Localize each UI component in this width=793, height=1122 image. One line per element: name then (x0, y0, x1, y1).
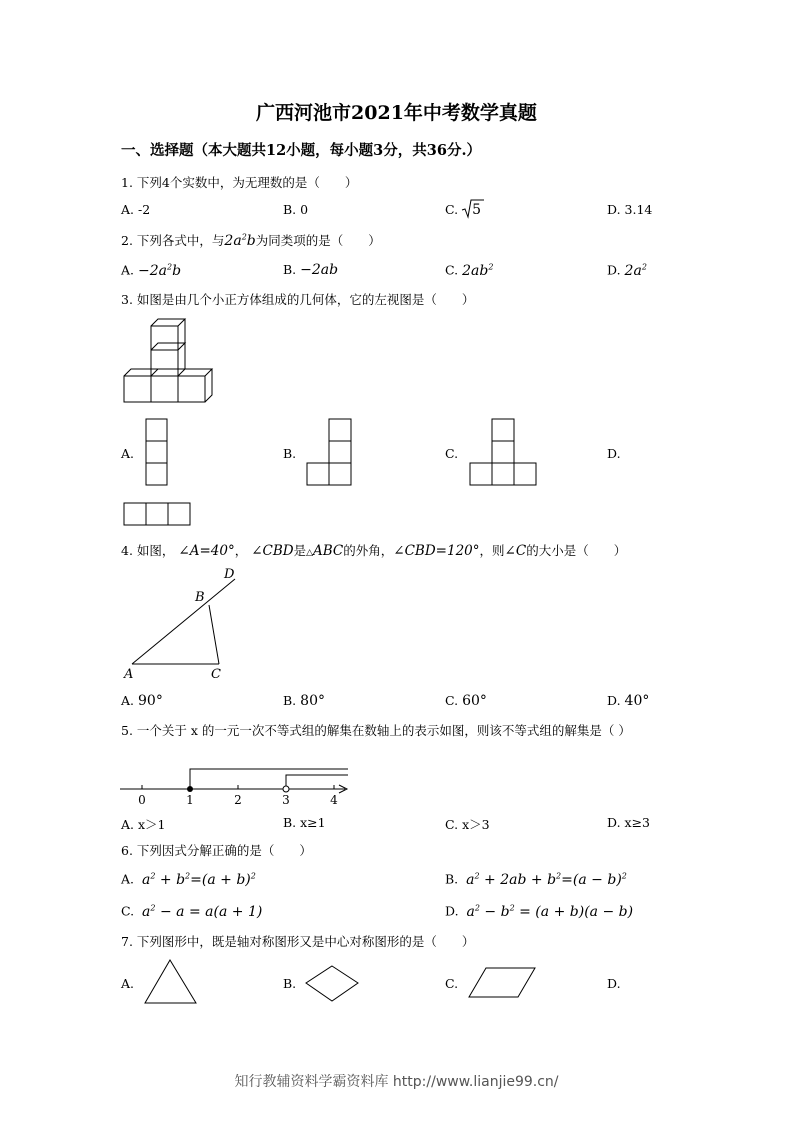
q5-option-b: B. x≥1 (283, 815, 326, 830)
q4-stem-e: 的大小是（ ） (526, 543, 627, 558)
q4-stem-c: 的外角， (343, 543, 394, 558)
q5-tick-0: 0 (138, 793, 146, 807)
q7-parallelogram-icon (468, 966, 538, 1000)
q7-rhombus-icon (305, 965, 360, 1003)
q5-open-dot (283, 786, 289, 792)
q4-stem-a: 4. 如图， (121, 543, 175, 558)
q3-option-a: A. (121, 446, 135, 461)
q3-option-d-figure (123, 502, 195, 528)
q5-tick-2: 2 (234, 793, 242, 807)
q4-triangle-figure (122, 565, 247, 683)
q2-option-b: B. −2ab (283, 262, 339, 278)
q4-angle-c: ∠C (504, 543, 527, 559)
q2-option-d: D. $2a^2$ (607, 262, 647, 279)
q6-option-b: B. $a^2 + 2ab + b^2=(a - b)^2$ (445, 871, 627, 888)
q5-closed-dot (187, 786, 193, 792)
question-6-stem: 6. 下列因式分解正确的是（ ） (121, 843, 312, 858)
q2-stem-post: 为同类项的是（ ） (255, 233, 381, 248)
q7-option-b: B. (283, 976, 297, 991)
q2-option-c-label: C. (445, 262, 459, 278)
q1-option-c (445, 202, 481, 218)
q2-option-a-label: A. (121, 262, 135, 278)
q4-angle-a: ∠A=40° (178, 543, 235, 559)
q4-option-b (283, 693, 325, 709)
question-2-stem (121, 231, 381, 249)
q6-option-c-label: C. (121, 903, 135, 919)
footer-text: 知行教辅资料学霸资料库 http://www.lianjie99.cn/ (234, 1074, 559, 1090)
q3-option-c-figure (469, 418, 541, 488)
q6-option-a: A. $a^2 + b^2=(a + b)^2$ (121, 871, 256, 888)
section-heading: 一、选择题（本大题共12小题，每小题3分，共36分.） (121, 142, 481, 159)
q7-triangle-icon (143, 958, 199, 1006)
q5-option-c: C. x＞3 (445, 817, 490, 832)
q6-option-d: D. $a^2 - b^2 = (a + b)(a - b)$ (445, 903, 634, 920)
q1-option-c-label: C. (445, 202, 459, 217)
q1-sqrt-radicand: 5 (472, 202, 481, 218)
q7-option-a: A. (121, 976, 135, 991)
q3-option-c: C. (445, 446, 459, 461)
q6-option-d-label: D. (445, 903, 459, 919)
q3-option-b-figure (306, 418, 354, 488)
q6-option-a-label: A. (121, 871, 135, 887)
question-3-stem: 3. 如图是由几个小正方体组成的几何体，它的左视图是（ ） (121, 292, 475, 307)
q4-option-b-label: B. (283, 693, 297, 708)
q5-tick-3: 3 (282, 793, 290, 807)
question-1-stem: 1. 下列4个实数中，为无理数的是（ ） (121, 175, 358, 190)
q2-option-b-label: B. (283, 262, 297, 277)
q2-stem-pre: 2. 下列各式中，与 (121, 233, 225, 248)
q4-triangle-abc: △ABC (306, 543, 344, 559)
q4-label-d: D (224, 567, 235, 582)
q4-option-c (445, 693, 487, 709)
q4-stem-b: 是 (293, 543, 307, 558)
q2-option-a: A. $-2a^2b$ (121, 262, 182, 279)
q4-option-a (121, 693, 163, 709)
q4-option-d (607, 693, 649, 709)
q4-option-c-value: 60° (462, 693, 487, 709)
q3-option-d: D. (607, 446, 621, 461)
q7-option-d: D. (607, 976, 621, 991)
q5-option-a: A. x＞1 (121, 817, 166, 832)
q2-term: $2a^2b$ (224, 232, 256, 249)
q7-option-c: C. (445, 976, 459, 991)
q4-label-b: B (195, 590, 205, 605)
q5-number-line (120, 763, 360, 808)
q2-option-c: C. $2ab^2$ (445, 262, 494, 279)
q4-label-a: A (124, 667, 134, 682)
q4-option-b-value: 80° (300, 693, 325, 709)
q5-tick-1: 1 (186, 793, 194, 807)
q4-option-d-value: 40° (624, 693, 650, 709)
q4-option-c-label: C. (445, 693, 459, 708)
q1-option-d: D. 3.14 (607, 202, 653, 217)
q4-option-a-label: A. (121, 693, 135, 708)
q4-label-c: C (211, 667, 221, 682)
q5-tick-4: 4 (330, 793, 338, 807)
q4-angle-cbd-value: ∠CBD=120° (393, 543, 480, 559)
q3-option-b: B. (283, 446, 297, 461)
q6-option-c: C. $a^2 - a = a(a + 1)$ (121, 903, 263, 920)
q1-option-a: A. -2 (121, 202, 151, 217)
q5-option-d: D. x≥3 (607, 815, 650, 830)
question-7-stem: 7. 下列图形中，既是轴对称图形又是中心对称图形的是（ ） (121, 934, 475, 949)
q6-option-b-label: B. (445, 871, 459, 887)
q4-angle-cbd: ∠CBD (251, 543, 294, 559)
q2-option-d-label: D. (607, 262, 621, 278)
q3-solid-figure (122, 318, 217, 404)
sqrt-icon (462, 200, 474, 218)
q4-option-a-value: 90° (138, 693, 163, 709)
question-4-stem: 4. 如图， ∠A=40°， ∠CBD是△ABC的外角，∠CBD=120°，则∠C的大小是（ ） (121, 543, 627, 559)
q1-option-b: B. 0 (283, 202, 309, 217)
question-5-stem: 5. 一个关于 x 的一元一次不等式组的解集在数轴上的表示如图，则该不等式组的解集是（ ） (121, 723, 631, 738)
q4-stem-d: ，则 (479, 543, 505, 558)
page-title: 广西河池市2021年中考数学真题 (256, 102, 537, 124)
q3-option-a-figure (145, 418, 169, 488)
q4-option-d-label: D. (607, 693, 621, 708)
